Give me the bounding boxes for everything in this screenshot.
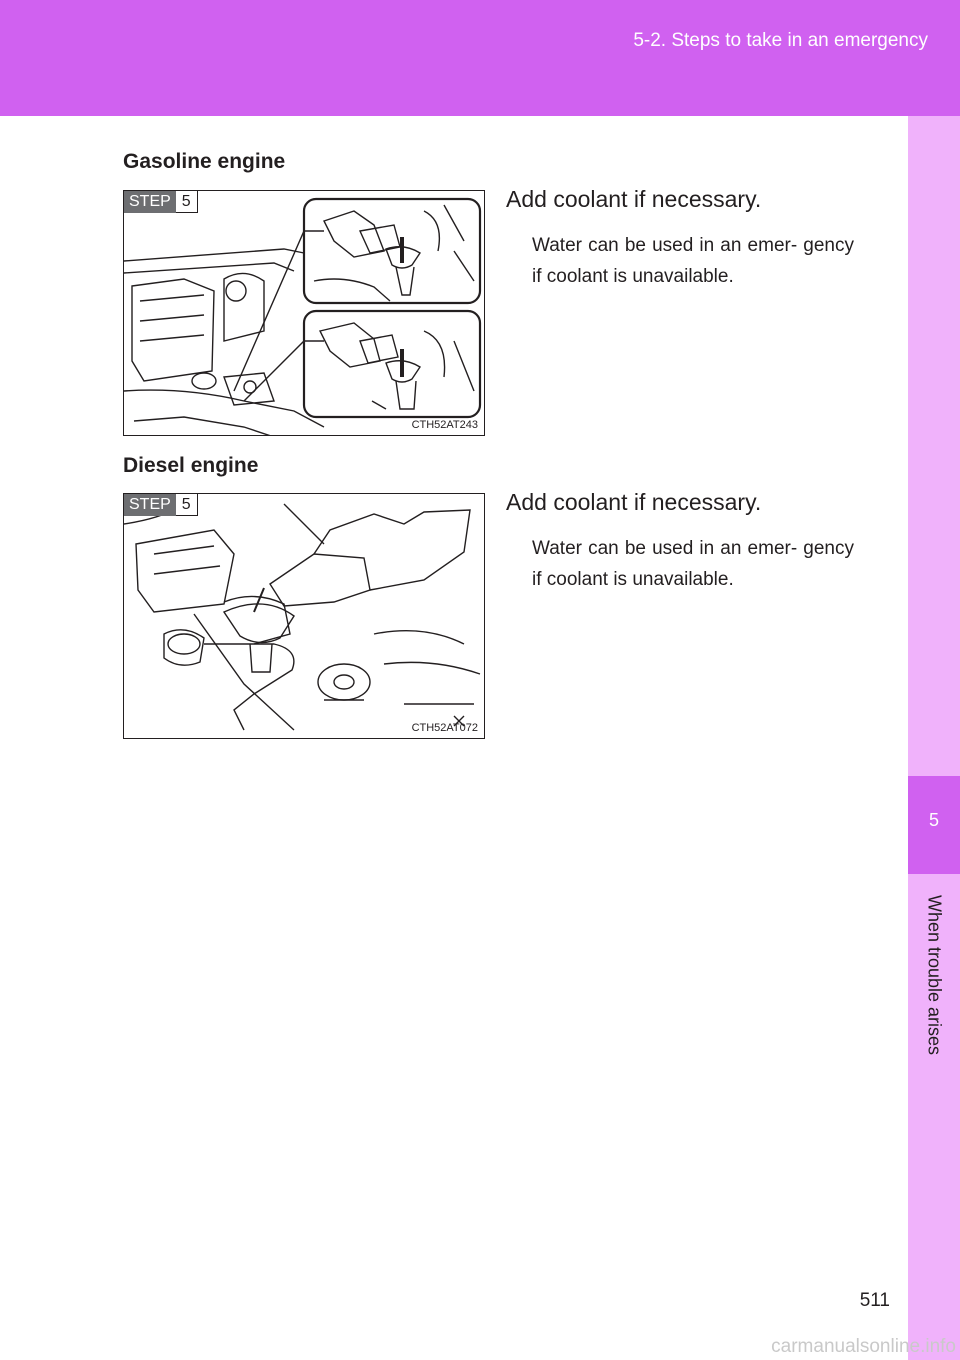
chapter-number: 5 xyxy=(928,810,939,830)
step-instruction: Add coolant if necessary. xyxy=(506,489,762,515)
section-heading-diesel: Diesel engine xyxy=(123,454,259,477)
step-number: 5 xyxy=(176,191,198,213)
step-label: STEP xyxy=(124,191,176,213)
step-number: 5 xyxy=(176,494,198,516)
figure-code: CTH52AT243 xyxy=(411,419,478,431)
step-instruction: Add coolant if necessary. xyxy=(506,186,762,212)
figure-code: CTH52AT072 xyxy=(411,722,478,734)
diesel-engine-illustration xyxy=(124,494,485,739)
figure-gasoline-engine xyxy=(123,190,485,436)
figure-diesel-engine xyxy=(123,493,485,739)
side-tab xyxy=(908,116,960,1360)
step-badge xyxy=(124,191,198,213)
gasoline-engine-illustration xyxy=(124,191,485,436)
chapter-title: When trouble arises xyxy=(924,894,945,1056)
step-note: Water can be used in an emer- gency if coolant is unavailable. xyxy=(532,235,854,287)
step-note: Water can be used in an emer- gency if coolant is unavailable. xyxy=(532,538,854,590)
step-label: STEP xyxy=(124,494,176,516)
section-heading-gasoline: Gasoline engine xyxy=(123,150,286,173)
page-number: 511 xyxy=(859,1290,890,1311)
watermark: carmanualsonline.info xyxy=(771,1336,956,1357)
section-title: 5-2. Steps to take in an emergency xyxy=(633,30,928,51)
step-badge xyxy=(124,494,198,516)
page-header xyxy=(0,0,960,116)
